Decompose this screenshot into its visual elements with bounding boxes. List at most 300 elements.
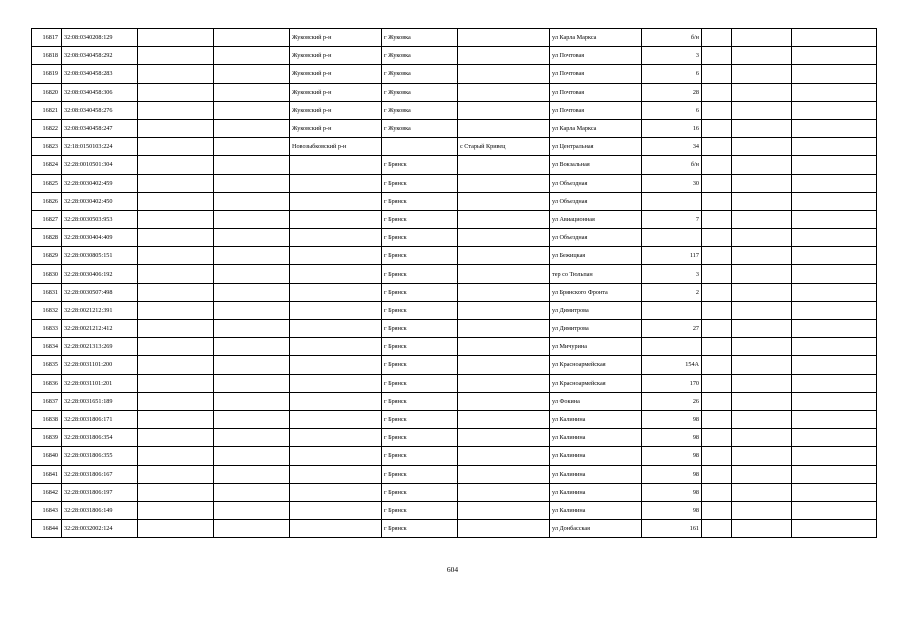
empty-cell-e [792, 356, 877, 374]
city-cell: г Брянск [382, 283, 458, 301]
empty-cell-d [732, 301, 792, 319]
street-cell: ул Вокзальная [550, 156, 642, 174]
village-cell [458, 119, 550, 137]
village-cell [458, 520, 550, 538]
district-cell [290, 320, 382, 338]
city-cell: г Брянск [382, 247, 458, 265]
table-row [32, 119, 877, 137]
table-row [32, 447, 877, 465]
table-row [32, 283, 877, 301]
table-row [32, 65, 877, 83]
row-number-cell: 16830 [32, 265, 62, 283]
street-cell: ул Почтовая [550, 65, 642, 83]
house-number-cell: 6 [642, 65, 702, 83]
table-row [32, 301, 877, 319]
empty-cell-b [214, 156, 290, 174]
table-row [32, 320, 877, 338]
empty-cell-d [732, 65, 792, 83]
table-row [32, 501, 877, 519]
house-number-cell: 28 [642, 83, 702, 101]
table-row [32, 356, 877, 374]
empty-cell-b [214, 410, 290, 428]
empty-cell-e [792, 229, 877, 247]
cadastral-number-cell: 32:28:0031806:354 [62, 429, 138, 447]
empty-cell-b [214, 247, 290, 265]
empty-cell-b [214, 429, 290, 447]
table-row [32, 247, 877, 265]
district-cell [290, 465, 382, 483]
table-row [32, 192, 877, 210]
empty-cell-e [792, 210, 877, 228]
empty-cell-c [702, 374, 732, 392]
table-row [32, 520, 877, 538]
district-cell [290, 429, 382, 447]
house-number-cell: 16 [642, 119, 702, 137]
street-cell: ул Карла Маркса [550, 119, 642, 137]
house-number-cell: 98 [642, 501, 702, 519]
city-cell: г Брянск [382, 392, 458, 410]
cadastral-number-cell: 32:28:0031651:189 [62, 392, 138, 410]
street-cell: ул Центральная [550, 138, 642, 156]
city-cell: г Жуковка [382, 47, 458, 65]
district-cell [290, 229, 382, 247]
city-cell: г Брянск [382, 356, 458, 374]
empty-cell-c [702, 83, 732, 101]
table-row [32, 265, 877, 283]
empty-cell-d [732, 447, 792, 465]
empty-cell-c [702, 247, 732, 265]
empty-cell-a [138, 429, 214, 447]
row-number-cell: 16828 [32, 229, 62, 247]
empty-cell-e [792, 265, 877, 283]
empty-cell-b [214, 301, 290, 319]
village-cell [458, 410, 550, 428]
cadastral-number-cell: 32:28:0030404:409 [62, 229, 138, 247]
table-row [32, 483, 877, 501]
row-number-cell: 16840 [32, 447, 62, 465]
empty-cell-a [138, 483, 214, 501]
village-cell [458, 320, 550, 338]
district-cell: Жуковский р-н [290, 83, 382, 101]
row-number-cell: 16826 [32, 192, 62, 210]
street-cell: ул Объездная [550, 192, 642, 210]
empty-cell-b [214, 101, 290, 119]
district-cell [290, 374, 382, 392]
empty-cell-c [702, 156, 732, 174]
village-cell [458, 265, 550, 283]
street-cell: ул Калинина [550, 429, 642, 447]
cadastral-number-cell: 32:28:0031806:355 [62, 447, 138, 465]
city-cell: г Брянск [382, 210, 458, 228]
empty-cell-c [702, 47, 732, 65]
street-cell: ул Почтовая [550, 47, 642, 65]
district-cell [290, 410, 382, 428]
empty-cell-b [214, 465, 290, 483]
city-cell: г Брянск [382, 174, 458, 192]
cadastral-number-cell: 32:08:0340458:247 [62, 119, 138, 137]
village-cell [458, 301, 550, 319]
empty-cell-e [792, 447, 877, 465]
city-cell: г Брянск [382, 465, 458, 483]
house-number-cell: 98 [642, 410, 702, 428]
district-cell [290, 301, 382, 319]
district-cell [290, 483, 382, 501]
empty-cell-e [792, 483, 877, 501]
empty-cell-c [702, 501, 732, 519]
village-cell [458, 429, 550, 447]
district-cell [290, 501, 382, 519]
empty-cell-c [702, 465, 732, 483]
empty-cell-a [138, 283, 214, 301]
district-cell: Жуковский р-н [290, 47, 382, 65]
empty-cell-d [732, 356, 792, 374]
district-cell: Жуковский р-н [290, 29, 382, 47]
empty-cell-b [214, 338, 290, 356]
cadastral-number-cell: 32:08:0340458:276 [62, 101, 138, 119]
cadastral-number-cell: 32:28:0030406:192 [62, 265, 138, 283]
empty-cell-e [792, 501, 877, 519]
empty-cell-a [138, 119, 214, 137]
empty-cell-d [732, 429, 792, 447]
empty-cell-e [792, 338, 877, 356]
street-cell: ул Почтовая [550, 83, 642, 101]
cadastral-number-cell: 32:28:0030402:459 [62, 174, 138, 192]
street-cell: ул Калинина [550, 465, 642, 483]
street-cell: ул Димитрова [550, 320, 642, 338]
cadastral-number-cell: 32:08:0340458:292 [62, 47, 138, 65]
cadastral-number-cell: 32:28:0021212:391 [62, 301, 138, 319]
cadastral-number-cell: 32:28:0030402:450 [62, 192, 138, 210]
table-row [32, 101, 877, 119]
city-cell: г Жуковка [382, 83, 458, 101]
district-cell [290, 392, 382, 410]
empty-cell-e [792, 301, 877, 319]
village-cell [458, 374, 550, 392]
village-cell: с Старый Кривец [458, 138, 550, 156]
district-cell [290, 174, 382, 192]
table-row [32, 138, 877, 156]
empty-cell-e [792, 283, 877, 301]
street-cell: ул Донбасская [550, 520, 642, 538]
empty-cell-a [138, 229, 214, 247]
street-cell: ул Калинина [550, 447, 642, 465]
empty-cell-a [138, 320, 214, 338]
empty-cell-b [214, 29, 290, 47]
empty-cell-b [214, 265, 290, 283]
empty-cell-a [138, 247, 214, 265]
empty-cell-c [702, 283, 732, 301]
house-number-cell: 98 [642, 429, 702, 447]
empty-cell-c [702, 483, 732, 501]
empty-cell-a [138, 338, 214, 356]
village-cell [458, 247, 550, 265]
house-number-cell: 34 [642, 138, 702, 156]
empty-cell-c [702, 29, 732, 47]
empty-cell-a [138, 410, 214, 428]
empty-cell-b [214, 320, 290, 338]
city-cell: г Брянск [382, 410, 458, 428]
empty-cell-c [702, 229, 732, 247]
row-number-cell: 16821 [32, 101, 62, 119]
empty-cell-c [702, 410, 732, 428]
row-number-cell: 16820 [32, 83, 62, 101]
empty-cell-b [214, 374, 290, 392]
empty-cell-b [214, 119, 290, 137]
district-cell: Жуковский р-н [290, 65, 382, 83]
street-cell: ул Калинина [550, 501, 642, 519]
empty-cell-c [702, 174, 732, 192]
row-number-cell: 16834 [32, 338, 62, 356]
row-number-cell: 16831 [32, 283, 62, 301]
table-row [32, 429, 877, 447]
empty-cell-e [792, 392, 877, 410]
empty-cell-b [214, 520, 290, 538]
empty-cell-c [702, 265, 732, 283]
house-number-cell: 3 [642, 47, 702, 65]
empty-cell-d [732, 338, 792, 356]
empty-cell-c [702, 192, 732, 210]
empty-cell-d [732, 83, 792, 101]
village-cell [458, 229, 550, 247]
cadastral-number-cell: 32:28:0031806:171 [62, 410, 138, 428]
city-cell: г Брянск [382, 301, 458, 319]
village-cell [458, 483, 550, 501]
street-cell: ул Калинина [550, 410, 642, 428]
cadastral-number-cell: 32:28:0010501:304 [62, 156, 138, 174]
row-number-cell: 16817 [32, 29, 62, 47]
empty-cell-c [702, 65, 732, 83]
house-number-cell: 117 [642, 247, 702, 265]
table-row [32, 465, 877, 483]
street-cell: ул Фокина [550, 392, 642, 410]
empty-cell-c [702, 101, 732, 119]
village-cell [458, 29, 550, 47]
house-number-cell: 30 [642, 174, 702, 192]
cadastral-number-cell: 32:28:0032002:124 [62, 520, 138, 538]
empty-cell-a [138, 83, 214, 101]
table-row [32, 29, 877, 47]
empty-cell-d [732, 210, 792, 228]
table-row [32, 47, 877, 65]
empty-cell-d [732, 265, 792, 283]
empty-cell-c [702, 356, 732, 374]
row-number-cell: 16822 [32, 119, 62, 137]
table-row [32, 210, 877, 228]
empty-cell-e [792, 520, 877, 538]
row-number-cell: 16842 [32, 483, 62, 501]
empty-cell-a [138, 301, 214, 319]
cadastral-number-cell: 32:28:0030805:151 [62, 247, 138, 265]
empty-cell-b [214, 392, 290, 410]
district-cell: Жуковский р-н [290, 101, 382, 119]
street-cell: ул Объездная [550, 174, 642, 192]
cadastral-number-cell: 32:08:0340458:306 [62, 83, 138, 101]
empty-cell-a [138, 29, 214, 47]
city-cell: г Жуковка [382, 119, 458, 137]
empty-cell-e [792, 156, 877, 174]
village-cell [458, 447, 550, 465]
empty-cell-d [732, 501, 792, 519]
table-row [32, 392, 877, 410]
street-cell: ул Бежицкая [550, 247, 642, 265]
row-number-cell: 16839 [32, 429, 62, 447]
empty-cell-c [702, 447, 732, 465]
empty-cell-c [702, 429, 732, 447]
street-cell: ул Мичурина [550, 338, 642, 356]
empty-cell-b [214, 229, 290, 247]
table-row [32, 156, 877, 174]
empty-cell-b [214, 47, 290, 65]
empty-cell-d [732, 101, 792, 119]
empty-cell-d [732, 174, 792, 192]
row-number-cell: 16823 [32, 138, 62, 156]
village-cell [458, 283, 550, 301]
empty-cell-e [792, 119, 877, 137]
row-number-cell: 16841 [32, 465, 62, 483]
cadastral-number-cell: 32:28:0031806:167 [62, 465, 138, 483]
row-number-cell: 16833 [32, 320, 62, 338]
cadastral-number-cell: 32:28:0021313:269 [62, 338, 138, 356]
empty-cell-b [214, 174, 290, 192]
street-cell: ул Димитрова [550, 301, 642, 319]
page-number: 604 [446, 565, 459, 574]
empty-cell-e [792, 138, 877, 156]
empty-cell-d [732, 229, 792, 247]
house-number-cell: 161 [642, 520, 702, 538]
street-cell: ул Карла Маркса [550, 29, 642, 47]
table-row [32, 83, 877, 101]
district-cell [290, 210, 382, 228]
city-cell: г Брянск [382, 483, 458, 501]
empty-cell-d [732, 520, 792, 538]
empty-cell-c [702, 392, 732, 410]
city-cell: г Брянск [382, 520, 458, 538]
house-number-cell: 6 [642, 101, 702, 119]
street-cell: ул Авиационная [550, 210, 642, 228]
city-cell: г Брянск [382, 229, 458, 247]
property-table [31, 28, 877, 538]
house-number-cell: 98 [642, 447, 702, 465]
cadastral-number-cell: 32:28:0030507:498 [62, 283, 138, 301]
empty-cell-c [702, 320, 732, 338]
empty-cell-e [792, 101, 877, 119]
house-number-cell: 170 [642, 374, 702, 392]
empty-cell-a [138, 47, 214, 65]
empty-cell-b [214, 447, 290, 465]
empty-cell-e [792, 65, 877, 83]
city-cell: г Жуковка [382, 101, 458, 119]
district-cell [290, 356, 382, 374]
city-cell: г Брянск [382, 338, 458, 356]
cadastral-number-cell: 32:28:0031101:201 [62, 374, 138, 392]
empty-cell-e [792, 429, 877, 447]
street-cell: ул Объездная [550, 229, 642, 247]
empty-cell-c [702, 338, 732, 356]
house-number-cell: б/н [642, 156, 702, 174]
city-cell [382, 138, 458, 156]
table-row [32, 229, 877, 247]
house-number-cell: 98 [642, 465, 702, 483]
empty-cell-a [138, 156, 214, 174]
cadastral-number-cell: 32:28:0030503:953 [62, 210, 138, 228]
district-cell [290, 447, 382, 465]
house-number-cell: 2 [642, 283, 702, 301]
empty-cell-e [792, 29, 877, 47]
street-cell: ул Красноармейская [550, 374, 642, 392]
empty-cell-a [138, 265, 214, 283]
street-cell: ул Брянского Фронта [550, 283, 642, 301]
street-cell: тер со Тюльпан [550, 265, 642, 283]
empty-cell-c [702, 138, 732, 156]
row-number-cell: 16836 [32, 374, 62, 392]
house-number-cell [642, 192, 702, 210]
village-cell [458, 47, 550, 65]
row-number-cell: 16843 [32, 501, 62, 519]
district-cell [290, 265, 382, 283]
row-number-cell: 16844 [32, 520, 62, 538]
row-number-cell: 16838 [32, 410, 62, 428]
empty-cell-d [732, 320, 792, 338]
empty-cell-a [138, 101, 214, 119]
empty-cell-b [214, 138, 290, 156]
empty-cell-d [732, 374, 792, 392]
street-cell: ул Калинина [550, 483, 642, 501]
cadastral-number-cell: 32:28:0021212:412 [62, 320, 138, 338]
district-cell: Новозыбковский р-н [290, 138, 382, 156]
row-number-cell: 16818 [32, 47, 62, 65]
empty-cell-e [792, 320, 877, 338]
empty-cell-a [138, 65, 214, 83]
empty-cell-b [214, 356, 290, 374]
empty-cell-c [702, 520, 732, 538]
empty-cell-a [138, 174, 214, 192]
village-cell [458, 192, 550, 210]
empty-cell-d [732, 156, 792, 174]
house-number-cell [642, 229, 702, 247]
house-number-cell [642, 338, 702, 356]
empty-cell-d [732, 392, 792, 410]
empty-cell-e [792, 465, 877, 483]
empty-cell-d [732, 247, 792, 265]
empty-cell-e [792, 192, 877, 210]
empty-cell-d [732, 192, 792, 210]
village-cell [458, 392, 550, 410]
empty-cell-e [792, 374, 877, 392]
cadastral-number-cell: 32:28:0031806:197 [62, 483, 138, 501]
village-cell [458, 465, 550, 483]
house-number-cell: 98 [642, 483, 702, 501]
empty-cell-d [732, 465, 792, 483]
empty-cell-d [732, 410, 792, 428]
city-cell: г Жуковка [382, 29, 458, 47]
empty-cell-c [702, 119, 732, 137]
empty-cell-b [214, 483, 290, 501]
empty-cell-d [732, 483, 792, 501]
empty-cell-a [138, 447, 214, 465]
empty-cell-b [214, 192, 290, 210]
house-number-cell: 7 [642, 210, 702, 228]
empty-cell-d [732, 283, 792, 301]
empty-cell-a [138, 392, 214, 410]
empty-cell-c [702, 210, 732, 228]
village-cell [458, 501, 550, 519]
city-cell: г Брянск [382, 501, 458, 519]
row-number-cell: 16835 [32, 356, 62, 374]
table-row [32, 174, 877, 192]
village-cell [458, 83, 550, 101]
village-cell [458, 174, 550, 192]
empty-cell-a [138, 210, 214, 228]
